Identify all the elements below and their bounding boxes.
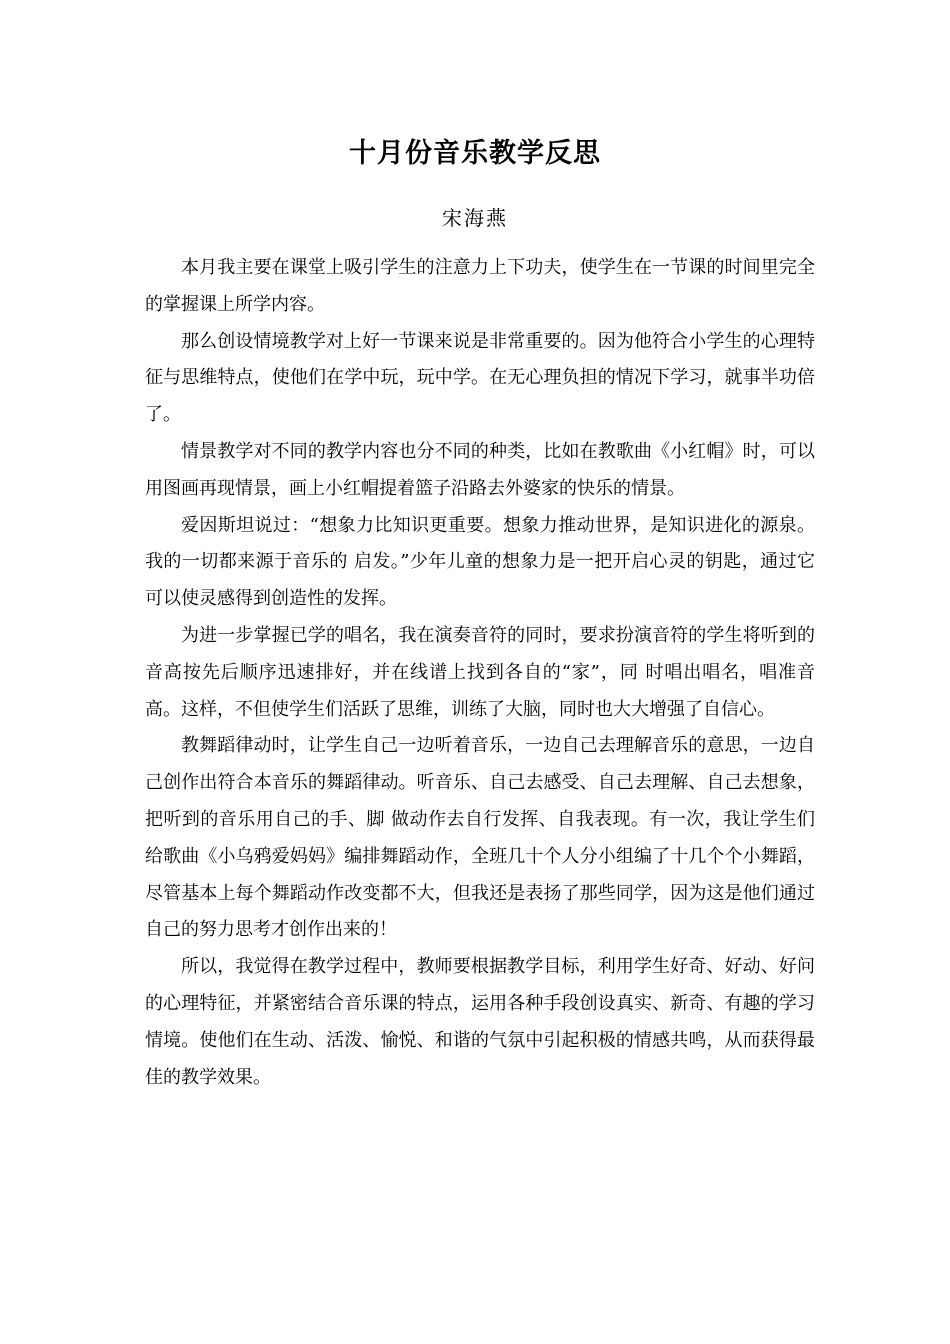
paragraph: 情景教学对不同的教学内容也分不同的种类，比如在教歌曲《小红帽》时，可以用图画再现情景，画上小红帽提着篮子沿路去外婆家的快乐的情景。 <box>145 440 815 499</box>
document-body <box>145 250 815 1096</box>
paragraph: 所以，我觉得在教学过程中，教师要根据教学目标，利用学生好奇、好动、好问的心理特征，并紧密结合音乐课的特点，运用各种手段创设真实、新奇、有趣的学习情境。使他们在生动、活泼、愉悦、和谐的气氛中引起积极的情感共鸣，从而获得最佳的教学效果。 <box>145 956 815 1088</box>
paragraph: 本月我主要在课堂上吸引学生的注意力上下功夫，使学生在一节课的时间里完全的掌握课上所学内容。 <box>145 257 815 315</box>
paragraph: 爱因斯坦说过：“想象力比知识更重要。想象力推动世界，是知识进化的源泉。我的一切都来源于音乐的 启发。”少年儿童的想象力是一把开启心灵的钥匙，通过它可以使灵感得到创造性的发挥。 <box>145 514 815 610</box>
document-title: 十月份音乐教学反思 <box>349 138 601 169</box>
paragraph: 为进一步掌握已学的唱名，我在演奏音符的同时，要求扮演音符的学生将听到的音高按先后顺序迅速排好，并在线谱上找到各自的“家”，同 时唱出唱名，唱准音高。这样，不但使学生们活跃了思维，训练了大脑，同时也大大增强了自信心。 <box>145 624 815 720</box>
paragraph: 那么创设情境教学对上好一节课来说是非常重要的。因为他符合小学生的心理特征与思维特点，使他们在学中玩，玩中学。在无心理负担的情况下学习，就事半功倍了。 <box>145 330 815 426</box>
paragraph: 教舞蹈律动时，让学生自己一边听着音乐，一边自己去理解音乐的意思，一边自己创作出符合本音乐的舞蹈律动。听音乐、自己去感受、自己去理解、自己去想象，把听到的音乐用自己的手、脚 做动作去自行发挥、自我表现。有一次，我让学生们给歌曲《小乌鸦爱妈妈》编排舞蹈动作，全班几十个人分小组编了十几个个小舞蹈，尽管基本上每个舞蹈动作改变都不大，但我还是表扬了那些同学，因为这是他们通过自己的努力思考才创作出来的！ <box>145 735 815 941</box>
document-author: 宋海燕 <box>442 206 508 230</box>
